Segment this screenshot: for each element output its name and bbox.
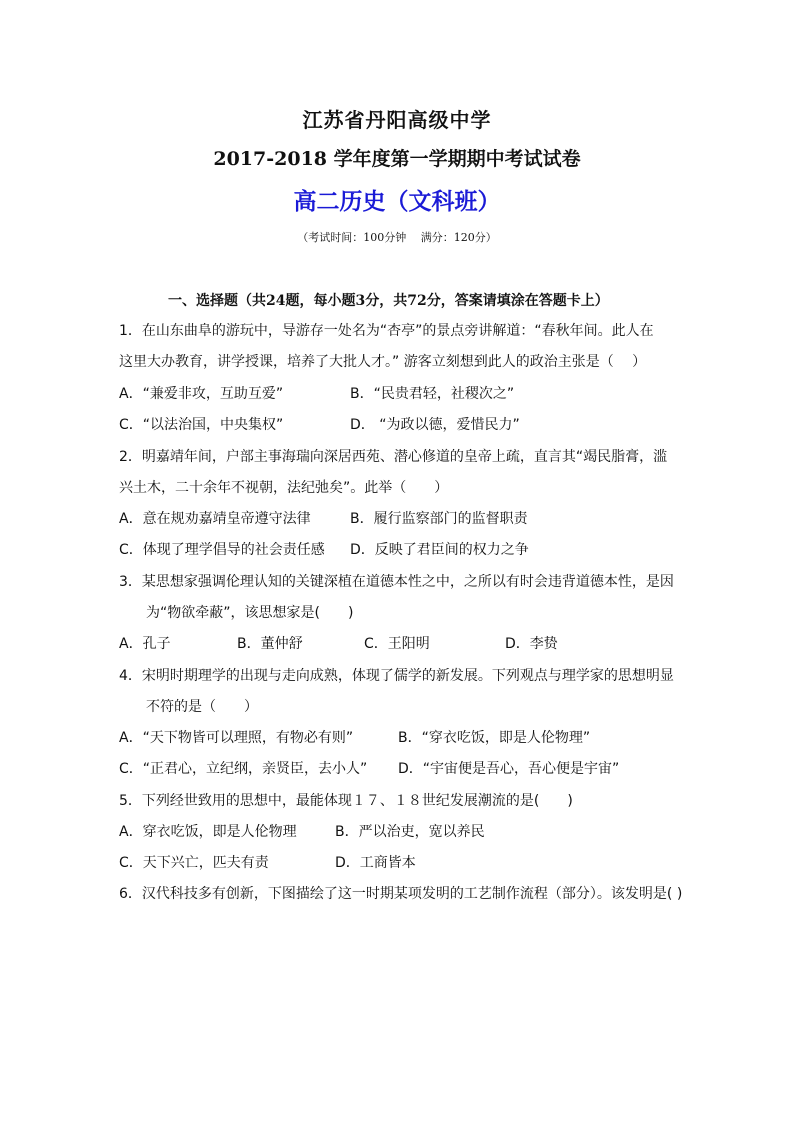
question-4-option-b: B．“穿衣吃饭，即是人伦物理” <box>398 730 591 746</box>
question-1-option-a: A．“兼爱非攻，互助互爱” <box>119 386 284 402</box>
exam-info: （考试时间：100分钟 满分：120分） <box>297 231 497 244</box>
question-2-option-d: D．反映了君臣间的权力之争 <box>350 542 529 558</box>
question-1-option-b: B．“民贵君轻，社稷次之” <box>350 386 515 402</box>
question-3-option-c: C．王阳明 <box>364 636 430 652</box>
subject-title: 高二历史（文科班） <box>293 188 501 215</box>
question-3-line-1: 3．某思想家强调伦理认知的关键深植在道德本性之中，之所以有时会违背道德本性，是因 <box>119 574 674 590</box>
question-4-line-2: 不符的是（ ） <box>146 699 258 715</box>
question-4-line-1: 4．宋明时期理学的出现与走向成熟，体现了儒学的新发展。下列观点与理学家的思想明显 <box>119 668 674 684</box>
school-name: 江苏省丹阳高级中学 <box>302 108 492 132</box>
question-5-line-1: 5．下列经世致用的思想中，最能体现１７、１８世纪发展潮流的是( ) <box>119 793 573 809</box>
question-1-option-d: D． “为政以德，爱惜民力” <box>350 417 520 433</box>
question-4-option-d: D．“宇宙便是吾心，吾心便是宇宙” <box>398 761 620 777</box>
question-3-option-a: A．孔子 <box>119 636 171 652</box>
question-1-line-2: 这里大办教育，讲学授课，培养了大批人才。” 游客立刻想到此人的政治主张是（ ） <box>119 354 647 370</box>
question-2-line-1: 2．明嘉靖年间，户部主事海瑞向深居西苑、潜心修道的皇帝上疏，直言其“竭民脂膏，滥 <box>119 449 668 465</box>
question-2-option-c: C．体现了理学倡导的社会责任感 <box>119 542 325 558</box>
question-4-option-a: A．“天下物皆可以理照，有物必有则” <box>119 730 354 746</box>
question-5-option-d: D．工商皆本 <box>335 855 416 871</box>
question-3-option-d: D．李贽 <box>505 636 558 652</box>
question-3-line-2: 为“物欲牵蔽”，该思想家是( ) <box>146 605 354 621</box>
question-2-option-a: A．意在规劝嘉靖皇帝遵守法律 <box>119 511 311 527</box>
question-5-option-c: C．天下兴亡，匹夫有责 <box>119 855 269 871</box>
section-heading: 一、选择题（共24题，每小题3分，共72分，答案请填涂在答题卡上） <box>168 293 609 309</box>
exam-title: 2017-2018 学年度第一学期期中考试试卷 <box>213 148 581 170</box>
question-6-line-1: 6．汉代科技多有创新，下图描绘了这一时期某项发明的工艺制作流程（部分）。该发明是( ) <box>119 886 683 902</box>
question-1-option-c: C．“以法治国，中央集权” <box>119 417 284 433</box>
question-2-line-2: 兴土木，二十余年不视朝，法纪弛矣”。此举（ ） <box>119 480 449 496</box>
question-2-option-b: B．履行监察部门的监督职责 <box>350 511 528 527</box>
question-3-option-b: B．董仲舒 <box>237 636 303 652</box>
question-1-line-1: 1．在山东曲阜的游玩中，导游存一处名为“杏亭”的景点旁讲解道：“春秋年间。此人在 <box>119 323 654 339</box>
question-4-option-c: C．“正君心，立纪纲，亲贤臣，去小人” <box>119 761 368 777</box>
question-5-option-b: B．严以治吏，宽以养民 <box>335 824 485 840</box>
question-5-option-a: A．穿衣吃饭，即是人伦物理 <box>119 824 297 840</box>
